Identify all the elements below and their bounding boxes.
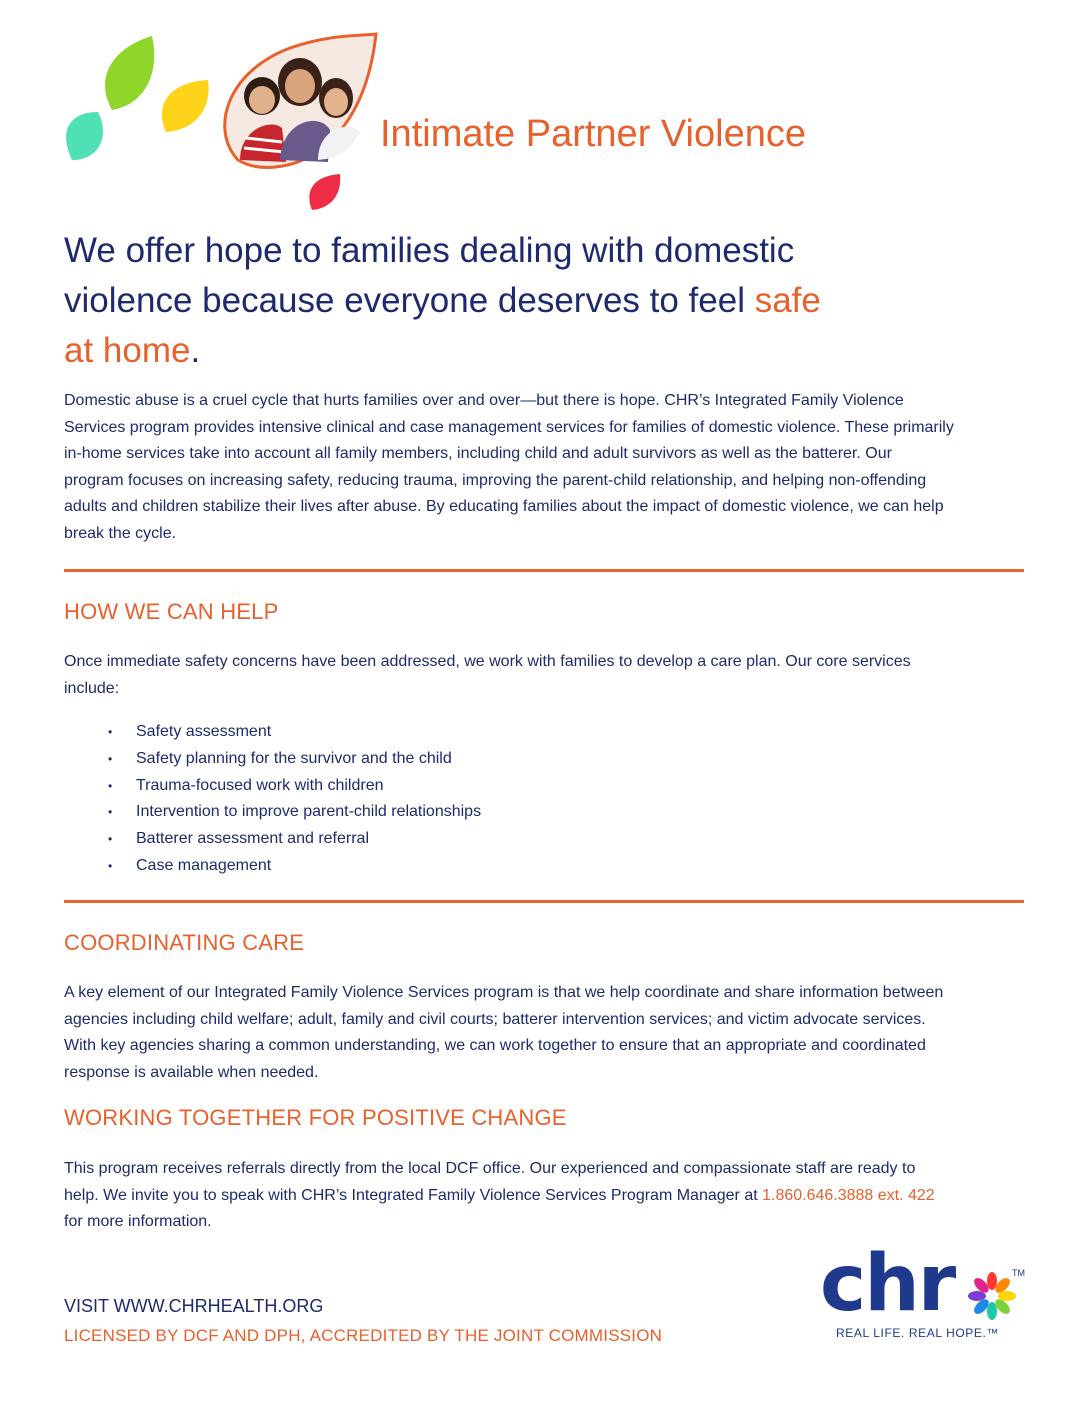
headline <box>64 226 844 376</box>
list-item <box>108 746 481 773</box>
website-link[interactable]: VISIT WWW.CHRHEALTH.ORG <box>64 1296 324 1316</box>
services-list <box>108 719 481 880</box>
leaf-decoration <box>0 0 420 220</box>
bullet: • <box>108 778 113 793</box>
phone-link[interactable]: 1.860.646.3888 ext. 422 <box>762 1186 935 1204</box>
license-statement: LICENSED BY DCF AND DPH, ACCREDITED BY THE JOINT COMMISSION <box>64 1326 663 1345</box>
yellow-leaf <box>162 80 209 132</box>
page-title: Intimate Partner Violence <box>380 113 806 155</box>
green-leaf <box>105 36 154 110</box>
working-paragraph <box>64 1156 954 1236</box>
bullet: • <box>108 751 113 766</box>
list-item <box>108 826 481 853</box>
section-heading-working: WORKING TOGETHER FOR POSITIVE CHANGE <box>64 1105 567 1130</box>
working-text-end: for more information. <box>64 1213 212 1231</box>
help-paragraph: Once immediate safety concerns have been addressed, we work with families to develop a care plan. Our core services include: <box>64 653 911 697</box>
flower-icon <box>966 1270 1018 1322</box>
logo-wordmark: chr <box>820 1239 955 1329</box>
headline-end: . <box>190 331 201 370</box>
chr-logo <box>820 1240 1030 1350</box>
intro-paragraph: Domestic abuse is a cruel cycle that hurts families over and over—but there is hope. CHR’s Integrated Family Violence Services program provides intensive clinical and case management services for families of domestic violence. These primarily in-home services take into account all family members, including child and adult survivors as well as the batterer. Our program focuses on increasing safety, reducing trauma, improving the parent-child relationship, and helping non-offending adults and children stabilize their lives after abuse. By educating families about the impact of domestic violence, we can help break the cycle. <box>64 392 954 542</box>
logo-tagline: REAL LIFE. REAL HOPE.™ <box>836 1326 1000 1340</box>
list-item-label: Safety planning for the survivor and the child <box>136 749 452 767</box>
section-divider <box>64 900 1024 903</box>
working-text: This program receives referrals directly from the local DCF office. Our experienced and compassionate staff are ready to help. We invite you to speak with CHR’s Integrated Family Violence Services Program Manager at <box>64 1160 916 1204</box>
list-item-label: Case management <box>136 856 272 874</box>
list-item-label: Intervention to improve parent-child relationships <box>136 803 482 821</box>
teal-leaf <box>66 112 103 160</box>
list-item <box>108 773 481 800</box>
list-item-label: Batterer assessment and referral <box>136 830 369 848</box>
trademark-mark: TM <box>1012 1268 1025 1278</box>
bullet: • <box>108 858 113 873</box>
list-item <box>108 853 481 880</box>
section-heading-help: HOW WE CAN HELP <box>64 599 279 624</box>
headline-highlight: safe at home <box>64 281 821 370</box>
bullet: • <box>108 832 113 847</box>
bullet: • <box>108 805 113 820</box>
red-leaf <box>309 174 340 210</box>
coordinating-paragraph: A key element of our Integrated Family Violence Services program is that we help coordinate and share information between agencies including child welfare; adult, family and civil courts; batterer intervention services; and victim advocate services. With key agencies sharing a common understanding, we can work together to ensure that an appropriate and coordinated response is available when needed. <box>64 984 944 1081</box>
section-heading-coordinating: COORDINATING CARE <box>64 930 305 955</box>
list-item-label: Safety assessment <box>136 723 272 740</box>
list-item <box>108 799 481 826</box>
section-divider <box>64 569 1024 572</box>
list-item-label: Trauma-focused work with children <box>136 776 384 794</box>
list-item <box>108 719 481 746</box>
headline-text: We offer hope to families dealing with domestic violence because everyone deserves to feel <box>64 231 795 320</box>
bullet: • <box>108 725 113 739</box>
